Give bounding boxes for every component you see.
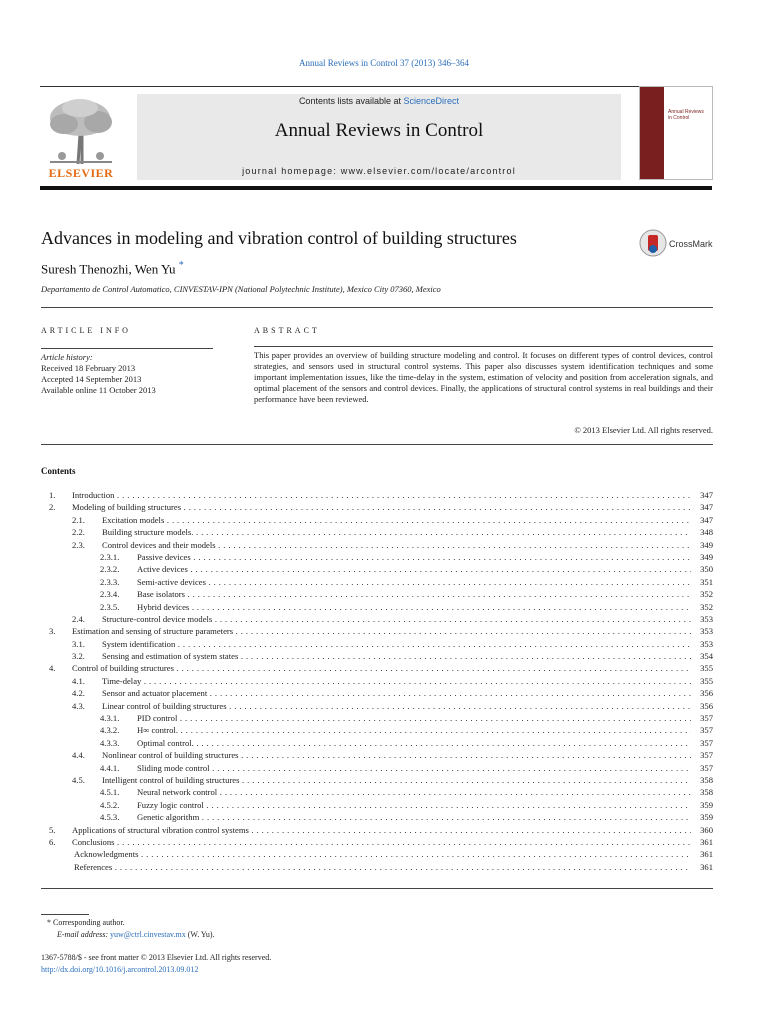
email-link[interactable]: yuw@ctrl.cinvestav.mx <box>110 930 186 939</box>
toc-entry-title[interactable]: Active devices . . . <box>137 563 691 575</box>
toc-row[interactable] <box>41 514 713 526</box>
toc-row[interactable] <box>41 539 713 551</box>
header-top-rule <box>40 86 712 87</box>
toc-number: 2.3.5. <box>100 601 120 612</box>
journal-homepage[interactable]: journal homepage: www.elsevier.com/locate/arcontrol <box>242 166 516 176</box>
toc-row[interactable] <box>41 551 713 563</box>
contents-heading: Contents <box>41 466 76 476</box>
toc-entry-title[interactable]: References . . . <box>74 861 691 873</box>
toc-number: 1. <box>49 490 56 500</box>
toc-entry-title[interactable]: Introduction . . . <box>72 489 691 501</box>
author-list <box>41 260 184 277</box>
toc-page-number: 356 <box>700 688 713 699</box>
toc-page-number: 357 <box>700 737 713 748</box>
toc-row[interactable] <box>41 700 713 712</box>
toc-number: 4.5.1. <box>100 787 120 798</box>
toc-number: 6. <box>49 836 56 847</box>
contents-bottom-rule <box>41 888 713 889</box>
toc-page-number: 351 <box>700 576 713 587</box>
toc-number: 2.3. <box>72 539 85 550</box>
toc-page-number: 361 <box>700 861 713 872</box>
footnote-mark: * <box>47 918 51 927</box>
toc-entry-title[interactable]: H∞ control. . . . <box>137 724 691 736</box>
title-section-rule <box>41 307 713 308</box>
toc-entry-title[interactable]: Applications of structural vibration control systems . . . <box>72 824 691 836</box>
toc-page-number: 349 <box>700 539 713 550</box>
toc-page-number: 347 <box>700 502 713 513</box>
journal-citation[interactable]: Annual Reviews in Control 37 (2013) 346–364 <box>299 58 469 68</box>
crossmark-badge[interactable] <box>639 229 739 259</box>
toc-page-number: 359 <box>700 812 713 823</box>
toc-row[interactable] <box>41 786 713 798</box>
crossmark-label: CrossMark <box>669 239 713 249</box>
toc-entry-title[interactable]: Sliding mode control . . . <box>137 762 691 774</box>
cover-spine <box>640 87 664 179</box>
toc-number: 4.1. <box>72 675 85 686</box>
toc-number: 2.1. <box>72 514 85 525</box>
toc-number: 4.5.3. <box>100 812 120 823</box>
toc-number: 4.4.1. <box>100 762 120 773</box>
online-date: Available online 11 October 2013 <box>41 385 156 395</box>
toc-entry-title[interactable]: Control of building structures . . . <box>72 662 691 674</box>
toc-entry-title[interactable]: Genetic algorithm . . . <box>137 811 691 823</box>
toc-page-number: 357 <box>700 750 713 761</box>
toc-page-number: 355 <box>700 675 713 686</box>
toc-number: 3.2. <box>72 651 85 662</box>
toc-page-number: 357 <box>700 713 713 724</box>
toc-number: 2.3.1. <box>100 551 120 562</box>
toc-page-number: 347 <box>700 490 713 500</box>
abstract-text: This paper provides an overview of building structure modeling and control. It focuses on different types of control devices, control strategies, and sensors used in structural control systems. This paper also discusses system identification techniques and some important implementation issues, like the time-delay in the system, estimation of velocity and position from acceleration signals, and optimal placement of the sensors and control devices. Finally, the applications of structural control systems in real buildings and their performance have been reviewed. <box>254 350 713 404</box>
toc-entry-title[interactable]: Modeling of building structures . . . <box>72 501 691 513</box>
front-matter <box>41 952 271 976</box>
toc-entry-title[interactable]: Sensor and actuator placement . . . <box>102 687 691 699</box>
email-label: E-mail address: <box>57 930 109 939</box>
contents-available-text: Contents lists available at <box>298 96 401 106</box>
toc-row[interactable] <box>41 588 713 600</box>
toc-row[interactable] <box>41 848 713 860</box>
journal-cover-thumbnail[interactable] <box>639 86 713 180</box>
footnote <box>41 917 215 941</box>
authors-text: Suresh Thenozhi, Wen Yu <box>41 261 176 277</box>
toc-entry-title[interactable]: Semi-active devices . . . <box>137 576 691 588</box>
toc-page-number: 353 <box>700 613 713 624</box>
toc-page-number: 352 <box>700 589 713 600</box>
toc-page-number: 361 <box>700 836 713 847</box>
accepted-date: Accepted 14 September 2013 <box>41 374 142 384</box>
doi-link[interactable]: http://dx.doi.org/10.1016/j.arcontrol.2013.09.012 <box>41 965 199 974</box>
toc-row[interactable] <box>41 662 713 674</box>
issn-line: 1367-5788/$ - see front matter © 2013 Elsevier Ltd. All rights reserved. <box>41 953 272 962</box>
toc-number: 2.4. <box>72 613 85 624</box>
toc-entry-title[interactable]: Fuzzy logic control . . . <box>137 799 691 811</box>
toc-page-number: 354 <box>700 651 713 662</box>
toc-row[interactable] <box>41 861 713 873</box>
sciencedirect-link[interactable]: ScienceDirect <box>403 96 460 106</box>
toc-entry-title[interactable]: Passive devices . . . <box>137 551 691 563</box>
toc-entry-title[interactable]: Nonlinear control of building structures . . . <box>102 749 691 761</box>
toc-entry-title[interactable]: Estimation and sensing of structure parameters . . . <box>72 625 691 637</box>
abstract-bottom-rule <box>41 444 713 445</box>
toc-entry-title[interactable]: Control devices and their models . . . <box>102 539 691 551</box>
toc-number: 4.3.2. <box>100 725 120 736</box>
table-of-contents <box>41 489 713 873</box>
toc-number: 2.3.3. <box>100 576 120 587</box>
toc-row[interactable] <box>41 774 713 786</box>
abstract-rule <box>254 346 713 347</box>
toc-row[interactable] <box>41 749 713 761</box>
toc-entry-title[interactable]: Conclusions . . . <box>72 836 691 848</box>
toc-entry-title[interactable]: System identification . . . <box>102 638 691 650</box>
toc-entry-title[interactable]: Sensing and estimation of system states . . . <box>102 650 691 662</box>
toc-page-number: 348 <box>700 527 713 538</box>
toc-row[interactable] <box>41 601 713 613</box>
crossmark-icon <box>639 229 667 257</box>
toc-page-number: 357 <box>700 762 713 773</box>
toc-row[interactable] <box>41 563 713 575</box>
toc-number: 4.3. <box>72 700 85 711</box>
toc-row[interactable] <box>41 712 713 724</box>
article-title: Advances in modeling and vibration control of building structures <box>41 228 517 248</box>
toc-row[interactable] <box>41 501 713 513</box>
elsevier-wordmark: ELSEVIER <box>48 166 114 180</box>
toc-page-number: 356 <box>700 700 713 711</box>
toc-entry-title[interactable]: Structure-control device models . . . <box>102 613 691 625</box>
toc-row[interactable] <box>41 811 713 823</box>
toc-row[interactable] <box>41 526 713 538</box>
toc-page-number: 358 <box>700 787 713 798</box>
toc-row[interactable] <box>41 675 713 687</box>
toc-entry-title[interactable]: Base isolators . . . <box>137 588 691 600</box>
toc-number: 4.3.3. <box>100 737 120 748</box>
journal-name: Annual Reviews in Control <box>274 120 484 141</box>
toc-page-number: 352 <box>700 601 713 612</box>
toc-page-number: 353 <box>700 626 713 637</box>
abstract-heading: ABSTRACT <box>254 326 320 335</box>
toc-page-number: 361 <box>700 849 713 860</box>
toc-entry-title[interactable]: Neural network control . . . <box>137 786 691 798</box>
toc-entry-title[interactable]: Acknowledgments . . . <box>74 848 691 860</box>
toc-row[interactable] <box>41 576 713 588</box>
toc-number: 2. <box>49 502 56 513</box>
article-history <box>41 352 156 396</box>
toc-page-number: 357 <box>700 725 713 736</box>
footnote-rule <box>41 914 89 915</box>
corresponding-author-note <box>41 917 215 929</box>
header-bottom-rule <box>40 186 712 190</box>
email-suffix: (W. Yu). <box>187 930 215 939</box>
toc-page-number: 349 <box>700 551 713 562</box>
affiliation: Departamento de Control Automatico, CINVESTAV-IPN (National Polytechnic Institute), Mexico City 07360, Mexico <box>41 284 441 294</box>
toc-number: 3. <box>49 626 56 637</box>
article-info-rule <box>41 348 213 349</box>
toc-page-number: 360 <box>700 824 713 835</box>
abstract-copyright: © 2013 Elsevier Ltd. All rights reserved. <box>574 425 713 435</box>
toc-number: 5. <box>49 824 56 835</box>
toc-row[interactable] <box>41 489 713 501</box>
toc-row[interactable] <box>41 613 713 625</box>
toc-row[interactable] <box>41 625 713 637</box>
article-info-heading: ARTICLE INFO <box>41 326 131 335</box>
toc-entry-title[interactable]: Optimal control. . . . <box>137 737 691 749</box>
toc-number: 2.2. <box>72 527 85 538</box>
toc-number: 3.1. <box>72 638 85 649</box>
toc-number: 4.2. <box>72 688 85 699</box>
history-label: Article history: <box>41 352 93 362</box>
toc-page-number: 358 <box>700 774 713 785</box>
toc-entry-title[interactable]: Linear control of building structures . . . <box>102 700 691 712</box>
toc-row[interactable] <box>41 824 713 836</box>
toc-row[interactable] <box>41 762 713 774</box>
toc-page-number: 353 <box>700 638 713 649</box>
contents-available <box>137 96 621 106</box>
toc-number: 4.5. <box>72 774 85 785</box>
toc-page-number: 350 <box>700 564 713 575</box>
toc-row[interactable] <box>41 737 713 749</box>
toc-number: 4.4. <box>72 750 85 761</box>
corresponding-text: Corresponding author. <box>53 918 125 927</box>
toc-entry-title[interactable]: PID control . . . <box>137 712 691 724</box>
corresponding-author-mark[interactable]: * <box>178 260 184 271</box>
toc-number: 4.3.1. <box>100 713 120 724</box>
toc-number: 2.3.2. <box>100 564 120 575</box>
toc-row[interactable] <box>41 799 713 811</box>
email-line <box>57 929 215 941</box>
toc-entry-title[interactable]: Hybrid devices . . . <box>137 601 691 613</box>
toc-entry-title[interactable]: Intelligent control of building structures . . . <box>102 774 691 786</box>
toc-row[interactable] <box>41 724 713 736</box>
toc-entry-title[interactable]: Excitation models . . . <box>102 514 691 526</box>
toc-row[interactable] <box>41 836 713 848</box>
toc-page-number: 347 <box>700 514 713 525</box>
toc-entry-title[interactable]: Time-delay . . . <box>102 675 691 687</box>
toc-number: 4.5.2. <box>100 799 120 810</box>
toc-entry-title[interactable]: Building structure models. . . . <box>102 526 691 538</box>
toc-row[interactable] <box>41 687 713 699</box>
received-date: Received 18 February 2013 <box>41 363 136 373</box>
toc-number: 2.3.4. <box>100 589 120 600</box>
cover-title: Annual Reviews in Control <box>668 109 704 121</box>
toc-page-number: 359 <box>700 799 713 810</box>
toc-number: 4. <box>49 663 56 674</box>
toc-row[interactable] <box>41 650 713 662</box>
toc-page-number: 355 <box>700 663 713 674</box>
toc-row[interactable] <box>41 638 713 650</box>
